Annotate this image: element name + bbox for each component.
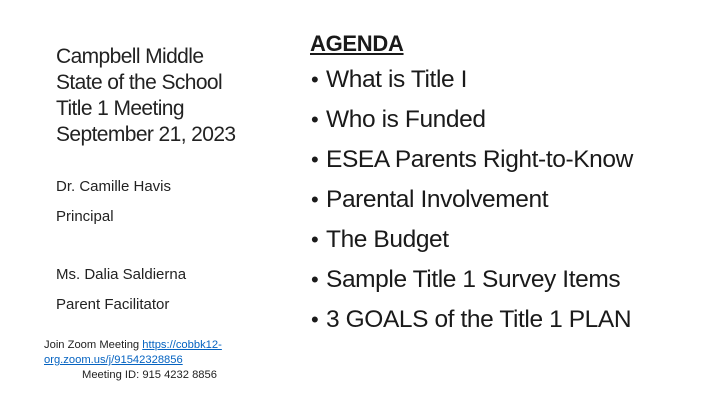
agenda-item xyxy=(310,220,710,260)
agenda-item-label: ESEA Parents Right-to-Know xyxy=(326,146,633,173)
agenda-item xyxy=(310,100,710,140)
zoom-prefix: Join Zoom Meeting xyxy=(44,339,143,351)
zoom-link-continued[interactable]: org.zoom.us/j/91542328856 xyxy=(44,354,183,366)
agenda-list xyxy=(310,60,710,340)
spacer xyxy=(56,236,286,264)
agenda-item-label: 3 GOALS of the Title 1 PLAN xyxy=(326,306,632,333)
zoom-link[interactable]: https://cobbk12- xyxy=(142,339,222,351)
agenda-item-label: Parental Involvement xyxy=(326,186,549,213)
bullet-icon: • xyxy=(311,267,319,292)
agenda xyxy=(310,30,710,340)
title-line: Campbell Middle xyxy=(56,45,204,68)
agenda-item xyxy=(310,60,710,100)
principal-name: Dr. Camille Havis xyxy=(56,178,172,195)
agenda-item-label: The Budget xyxy=(326,226,449,253)
zoom-info xyxy=(44,338,304,383)
bullet-icon: • xyxy=(311,307,319,332)
bullet-icon: • xyxy=(311,147,319,172)
bullet-icon: • xyxy=(311,227,319,252)
meeting-id: Meeting ID: 915 4232 8856 xyxy=(82,369,217,381)
facilitator-role: Parent Facilitator xyxy=(56,296,170,313)
agenda-item-label: What is Title I xyxy=(326,66,468,93)
agenda-item xyxy=(310,180,710,220)
agenda-item xyxy=(310,300,710,340)
agenda-heading: AGENDA xyxy=(310,31,404,56)
agenda-item-label: Who is Funded xyxy=(326,106,486,133)
title-line: State of the School xyxy=(56,71,223,94)
bullet-icon: • xyxy=(311,187,319,212)
title-line: September 21, 2023 xyxy=(56,123,236,146)
principal-role: Principal xyxy=(56,208,114,225)
bullet-icon: • xyxy=(311,107,319,132)
presenters xyxy=(56,176,286,324)
agenda-item xyxy=(310,140,710,180)
agenda-item xyxy=(310,260,710,300)
bullet-icon: • xyxy=(311,67,319,92)
agenda-item-label: Sample Title 1 Survey Items xyxy=(326,266,621,293)
slide-title xyxy=(56,44,296,148)
title-line: Title 1 Meeting xyxy=(56,97,184,120)
facilitator-name: Ms. Dalia Saldierna xyxy=(56,266,187,283)
